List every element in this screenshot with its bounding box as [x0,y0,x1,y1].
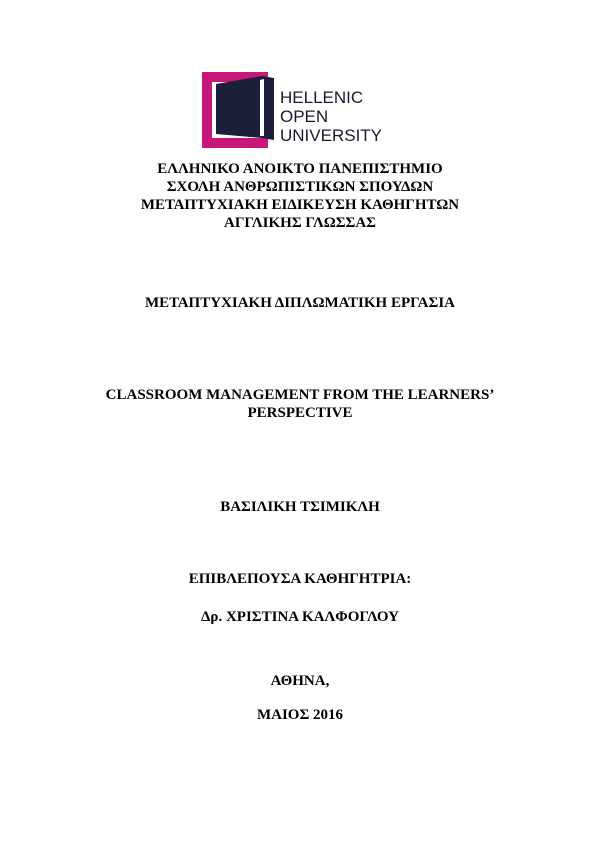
thesis-title-line-2: PERSPECTIVE [247,405,353,421]
author-name-text: ΒΑΣΙΛΙΚΗ ΤΣΙΜΙΚΛΗ [220,499,380,515]
place [0,672,600,690]
thesis-title-line-1: CLASSROOM MANAGEMENT FROM THE LEARNERS’ [105,387,495,403]
logo-wordmark [280,88,382,145]
logo-white-stripe [260,79,264,136]
logo-line-1: HELLENIC [280,88,364,107]
date-text: ΜΑΙΟΣ 2016 [256,707,344,723]
institution-line-3: ΜΕΤΑΠΤΥΧΙΑΚΗ ΕΙΔΙΚΕΥΣΗ ΚΑΘΗΓΗΤΩΝ [140,197,460,213]
institution-line-2: ΣΧΟΛΗ ΑΝΘΡΩΠΙΣΤΙΚΩΝ ΣΠΟΥΔΩΝ [166,179,434,195]
institution-line-4: ΑΓΓΛΙΚΗΣ ΓΛΩΣΣΑΣ [223,215,376,231]
university-logo-mark [202,72,274,148]
university-logo [202,72,402,148]
supervisor-label [0,570,600,588]
place-city: ΑΘΗΝΑ, [270,673,330,689]
date [0,706,600,724]
thesis-type [0,294,600,312]
logo-navy-book [216,76,274,140]
thesis-type-text: ΜΕΤΑΠΤΥΧΙΑΚΗ ΔΙΠΛΩΜΑΤΙΚΗ ΕΡΓΑΣΙΑ [145,295,455,311]
supervisor-name [0,608,600,626]
institution-block [0,160,600,232]
logo-line-3: UNIVERSITY [280,126,383,145]
supervisor-label-text: ΕΠΙΒΛΕΠΟΥΣΑ ΚΑΘΗΓΗΤΡΙΑ: [188,571,412,587]
supervisor-name-text: Δρ. ΧΡΙΣΤΙΝΑ ΚΑΛΦΟΓΛΟΥ [201,609,399,625]
thesis-title [0,386,600,422]
author-name [0,498,600,516]
institution-line-1: ΕΛΛΗΝΙΚΟ ΑΝΟΙΚΤΟ ΠΑΝΕΠΙΣΤΗΜΙΟ [157,161,443,177]
logo-line-2: OPEN [280,107,329,126]
